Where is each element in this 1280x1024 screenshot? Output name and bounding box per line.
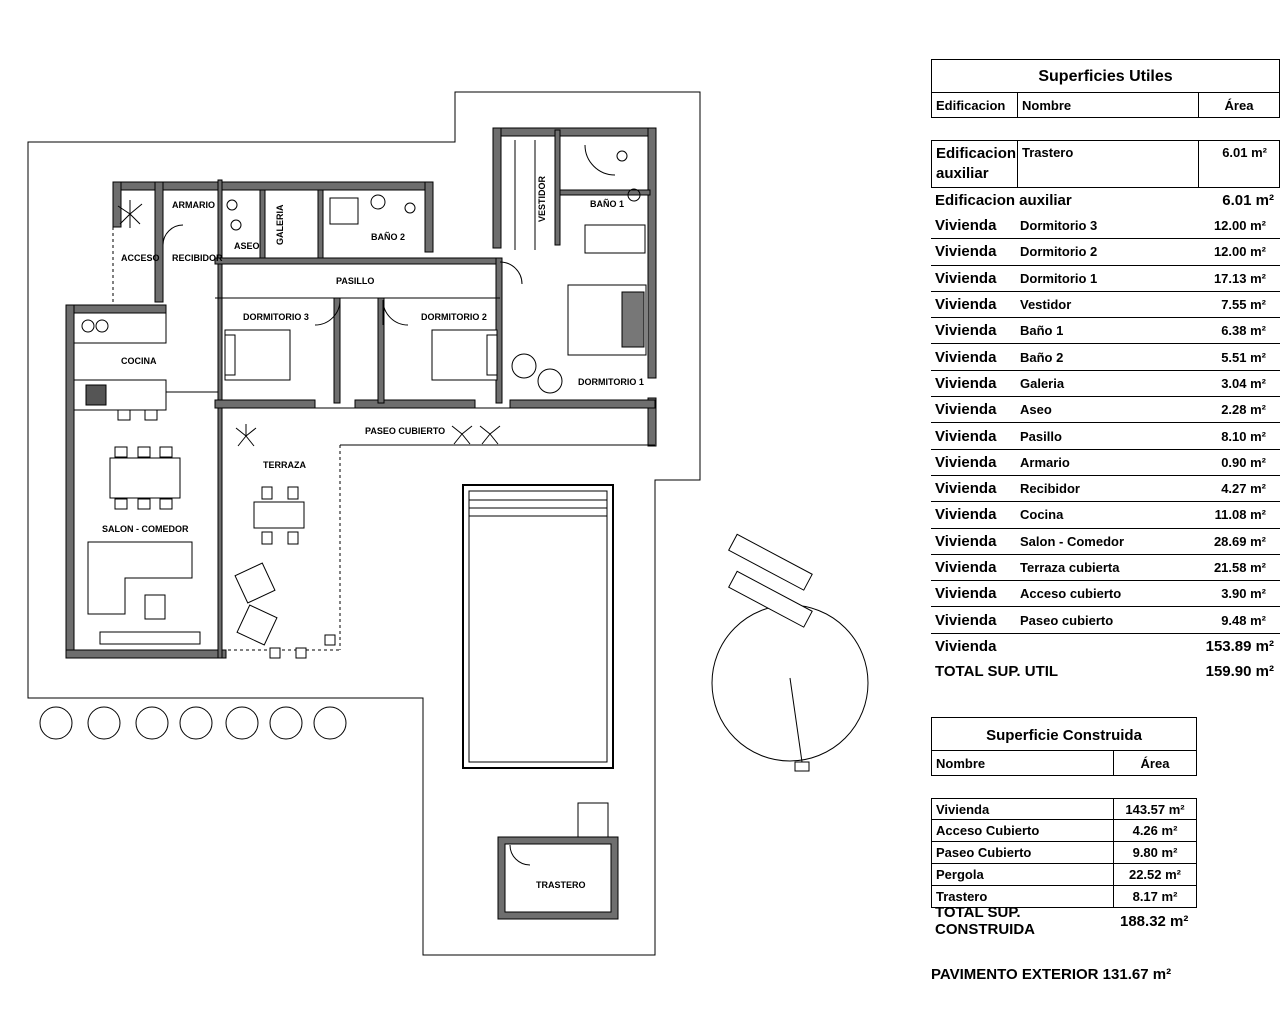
- utiles-row: [931, 397, 1280, 423]
- utiles-row-edificacion: Vivienda: [935, 269, 997, 287]
- construida-total: [931, 904, 1197, 938]
- room-label-dormitorio-3: DORMITORIO 3: [243, 312, 309, 322]
- utiles-row-area: 12.00 m²: [1213, 244, 1266, 260]
- construida-row: [931, 820, 1197, 842]
- utiles-row-edificacion: Vivienda: [935, 401, 997, 419]
- construida-row-area: 8.17 m²: [1113, 886, 1196, 907]
- superficies-utiles-table: [931, 59, 1280, 684]
- construida-row-area: 9.80 m²: [1113, 842, 1196, 863]
- room-label-salon-comedor: SALON - COMEDOR: [102, 524, 189, 534]
- utiles-row: [931, 213, 1280, 239]
- construida-row-nombre: Paseo Cubierto: [936, 845, 1032, 860]
- utiles-row-edificacion: Vivienda: [935, 348, 997, 366]
- utiles-row-area: 28.69 m²: [1213, 533, 1266, 549]
- terrace-furniture: [235, 487, 335, 658]
- construida-row: [931, 842, 1197, 864]
- construida-header-row: [931, 750, 1197, 776]
- utiles-row-nombre: Baño 2: [1020, 349, 1064, 365]
- utiles-row-area: 7.55 m²: [1221, 297, 1266, 313]
- utiles-vivienda-total: [931, 634, 1280, 659]
- utiles-row-area: 12.00 m²: [1213, 218, 1266, 234]
- utiles-aux-total: [931, 188, 1280, 213]
- utiles-row-area: 17.13 m²: [1213, 270, 1266, 286]
- utiles-aux-nombre: Trastero: [1017, 141, 1198, 187]
- utiles-row-edificacion: Vivienda: [935, 585, 997, 603]
- utiles-col-area: Área: [1198, 93, 1279, 117]
- utiles-row-area: 3.90 m²: [1221, 586, 1266, 602]
- construida-row-nombre: Trastero: [936, 889, 988, 904]
- utiles-row-nombre: Paseo cubierto: [1020, 612, 1114, 628]
- construida-row-nombre: Acceso Cubierto: [936, 823, 1040, 838]
- utiles-row-area: 3.04 m²: [1221, 375, 1266, 391]
- utiles-row: [931, 581, 1280, 607]
- room-label-bano-1: BAÑO 1: [590, 199, 625, 209]
- utiles-row-edificacion: Vivienda: [935, 480, 997, 498]
- utiles-row-nombre: Dormitorio 3: [1020, 218, 1098, 234]
- utiles-row-edificacion: Vivienda: [935, 427, 997, 445]
- utiles-row-area: 21.58 m²: [1213, 560, 1266, 575]
- construida-row-nombre: Vivienda: [936, 801, 990, 817]
- utiles-row-nombre: Terraza cubierta: [1020, 560, 1120, 575]
- utiles-aux-row: [931, 140, 1280, 188]
- utiles-row-area: 4.27 m²: [1221, 481, 1266, 497]
- utiles-row: [931, 239, 1280, 265]
- superficie-construida-table: [931, 717, 1197, 938]
- kitchen-fixtures: [74, 313, 166, 420]
- construida-title: Superficie Construida: [931, 717, 1197, 750]
- utiles-title: Superficies Utiles: [931, 59, 1280, 92]
- room-label-pasillo: PASILLO: [336, 276, 375, 286]
- utiles-row-area: 5.51 m²: [1221, 349, 1266, 365]
- utiles-row-edificacion: Vivienda: [935, 611, 997, 629]
- utiles-row-nombre: Acceso cubierto: [1020, 586, 1122, 602]
- utiles-row-nombre: Cocina: [1020, 507, 1064, 523]
- utiles-aux-total-label: Edificacion auxiliar: [935, 192, 1072, 209]
- utiles-row-nombre: Galeria: [1020, 375, 1065, 391]
- utiles-row-edificacion: Vivienda: [935, 296, 997, 314]
- construida-row: [931, 798, 1197, 820]
- utiles-aux-area: 6.01 m²: [1198, 141, 1279, 187]
- utiles-row: [931, 318, 1280, 344]
- utiles-col-edificacion: Edificacion: [936, 97, 1006, 113]
- construida-row-area: 4.26 m²: [1113, 820, 1196, 841]
- construida-total-label: TOTAL SUP. CONSTRUIDA: [935, 904, 1035, 938]
- utiles-row-area: 9.48 m²: [1221, 612, 1266, 628]
- utiles-rows: [931, 213, 1280, 634]
- utiles-row-area: 2.28 m²: [1221, 402, 1266, 418]
- pavimento-exterior: PAVIMENTO EXTERIOR 131.67 m²: [931, 966, 1172, 983]
- utiles-row: [931, 371, 1280, 397]
- utiles-row-nombre: Pasillo: [1020, 428, 1062, 444]
- utiles-row-area: 11.08 m²: [1214, 507, 1266, 523]
- utiles-row-edificacion: Vivienda: [935, 559, 997, 576]
- room-label-bano-2: BAÑO 2: [371, 232, 406, 242]
- utiles-row-edificacion: Vivienda: [935, 453, 997, 471]
- room-label-trastero: TRASTERO: [536, 880, 586, 890]
- construida-total-area: 188.32 m²: [1120, 912, 1189, 930]
- utiles-row-nombre: Dormitorio 2: [1020, 244, 1098, 260]
- utiles-row-nombre: Armario: [1020, 454, 1070, 470]
- room-label-galeria: GALERIA: [275, 204, 285, 245]
- utiles-row: [931, 292, 1280, 318]
- utiles-grand-total-label: TOTAL SUP. UTIL: [935, 662, 1059, 680]
- utiles-row-nombre: Vestidor: [1020, 297, 1072, 313]
- construida-col-area: Área: [1113, 751, 1196, 775]
- utiles-row-area: 6.38 m²: [1221, 323, 1266, 339]
- utiles-row-edificacion: Vivienda: [935, 322, 997, 340]
- room-label-dormitorio-2: DORMITORIO 2: [421, 312, 487, 322]
- utiles-row: [931, 423, 1280, 449]
- utiles-aux-edificacion: Edificacion auxiliar: [936, 145, 1017, 182]
- construida-row-area: 143.57 m²: [1113, 799, 1196, 819]
- utiles-vivienda-total-label: Vivienda: [935, 637, 997, 655]
- sun-umbrella: [712, 534, 868, 771]
- utiles-row-edificacion: Vivienda: [935, 374, 997, 392]
- construida-row: [931, 864, 1197, 886]
- bath-fixtures: [227, 151, 645, 253]
- construida-row-nombre: Pergola: [936, 867, 984, 882]
- room-label-aseo: ASEO: [234, 241, 260, 251]
- room-label-terraza: TERRAZA: [263, 460, 306, 470]
- dining-furniture: [88, 447, 200, 644]
- utiles-aux-total-area: 6.01 m²: [1222, 192, 1274, 209]
- utiles-row-edificacion: Vivienda: [935, 243, 997, 261]
- utiles-row-edificacion: Vivienda: [935, 217, 997, 235]
- utiles-row: [931, 607, 1280, 633]
- utiles-row-edificacion: Vivienda: [935, 532, 997, 550]
- construida-row-area: 22.52 m²: [1113, 864, 1196, 885]
- pool: [463, 485, 613, 768]
- utiles-row-nombre: Aseo: [1020, 402, 1052, 418]
- utiles-row: [931, 344, 1280, 370]
- room-label-dormitorio-1: DORMITORIO 1: [578, 377, 644, 387]
- room-label-paseo-cubierto: PASEO CUBIERTO: [365, 426, 446, 436]
- utiles-row-area: 0.90 m²: [1221, 454, 1266, 470]
- utiles-row-nombre: Dormitorio 1: [1020, 270, 1098, 286]
- utiles-header-row: [931, 92, 1280, 118]
- utiles-grand-total: [931, 659, 1280, 684]
- utiles-row: [931, 502, 1280, 528]
- utiles-grand-total-area: 159.90 m²: [1205, 662, 1274, 680]
- room-label-acceso: ACCESO: [121, 253, 160, 263]
- plants: [118, 200, 500, 446]
- shrubs: [40, 707, 346, 739]
- utiles-row: [931, 450, 1280, 476]
- utiles-row-nombre: Recibidor: [1020, 481, 1080, 497]
- utiles-row: [931, 266, 1280, 292]
- room-label-armario: ARMARIO: [172, 200, 215, 210]
- room-label-cocina: COCINA: [121, 356, 157, 366]
- utiles-row-edificacion: Vivienda: [935, 506, 997, 524]
- room-label-recibidor: RECIBIDOR: [172, 253, 223, 263]
- utiles-row: [931, 555, 1280, 581]
- utiles-row: [931, 529, 1280, 555]
- storage-shed: [498, 803, 618, 919]
- utiles-col-nombre: Nombre: [1017, 93, 1198, 117]
- utiles-vivienda-total-area: 153.89 m²: [1205, 637, 1274, 655]
- construida-rows: [931, 798, 1197, 908]
- utiles-row-area: 8.10 m²: [1221, 428, 1266, 444]
- utiles-row: [931, 476, 1280, 502]
- construida-col-nombre: Nombre: [936, 755, 986, 771]
- utiles-row-nombre: Baño 1: [1020, 323, 1064, 339]
- room-label-vestidor: VESTIDOR: [537, 175, 547, 222]
- utiles-row-nombre: Salon - Comedor: [1020, 533, 1125, 549]
